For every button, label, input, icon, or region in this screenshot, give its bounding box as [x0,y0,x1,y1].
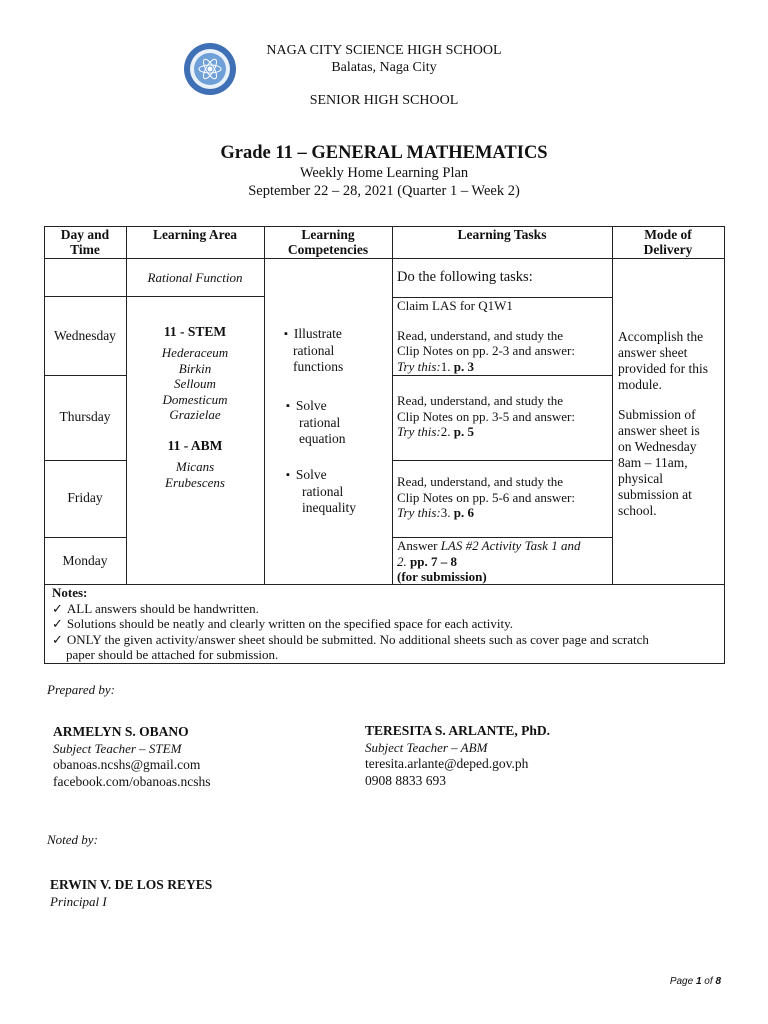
mode-line: Submission of [618,407,696,422]
preparer-email: obanoas.ncshs@gmail.com [53,757,201,772]
table-border [44,537,126,538]
preparer-name: TERESITA S. ARLANTE, PhD. [365,723,551,738]
mode-line: provided for this [618,361,708,376]
learning-plan-table [44,226,725,664]
tasks-intro: Do the following tasks: [397,269,533,285]
table-border [612,226,613,584]
task-page: p. 5 [453,424,474,439]
header-label: Delivery [643,242,693,257]
competency-line: rational [299,415,341,430]
note-item: ✓ ALL answers should be handwritten. [52,601,720,617]
header-label: Competencies [287,242,369,257]
header-day-time [44,227,126,257]
task-line [397,538,609,554]
task-page: pp. 7 – 8 [406,553,457,569]
header-competencies [264,227,392,257]
task-line: Claim LAS for Q1W1 [397,298,513,313]
principal-name: ERWIN V. DE LOS REYES [50,877,213,892]
table-border [724,226,725,664]
mode-line: module. [618,377,662,392]
task-page: p. 6 [453,505,474,520]
preparer-facebook: facebook.com/obanoas.ncshs [53,773,211,789]
task-line: Read, understand, and study the [397,474,564,489]
competency-line: ▪ Solve [286,467,391,484]
day-friday: Friday [67,490,103,505]
page-subtitle: Weekly Home Learning Plan [299,165,469,181]
section-group: Selloum [174,376,216,391]
notes-section [52,585,720,663]
preparer-abm [365,723,550,789]
mode-line: answer sheet [618,345,688,360]
section-group: Grazielae [169,407,221,422]
header-label: Mode of [644,227,692,242]
task-try: Try this: [397,505,441,520]
table-border [44,226,45,664]
section-group: Erubescens [165,474,225,490]
competency-line: ▪ Illustrate [284,326,389,343]
table-border [44,258,725,259]
preparer-role: Subject Teacher – STEM [53,740,182,756]
section-group: Micans [175,459,215,474]
header-learning-area: Learning Area [152,227,238,242]
day-wednesday: Wednesday [54,328,116,343]
school-division: SENIOR HIGH SCHOOL [309,93,459,108]
preparer-role: Subject Teacher – ABM [365,739,488,755]
mode-line: on Wednesday [618,439,697,454]
mode-line: school. [618,503,657,518]
task-try: Try this: [397,424,441,439]
task-line [397,505,609,521]
section-abm [126,438,264,490]
header-mode-of-delivery [612,227,724,257]
date-range: September 22 – 28, 2021 (Quarter 1 – Week 2) [248,183,520,199]
table-border [392,460,612,461]
competency-item [286,467,391,516]
table-border [44,663,725,664]
section-group: Hederaceum [161,345,229,360]
mode-line: answer sheet is [618,423,700,438]
page-prefix: Page [669,976,696,987]
task-thursday [397,393,609,440]
header-label: Time [70,242,100,257]
task-number: 3. [440,505,454,520]
task-line [397,554,609,570]
table-border [44,375,126,376]
task-submit-note: (for submission) [397,569,487,584]
task-line: Clip Notes on pp. 3-5 and answer: [397,408,576,424]
noted-by-label: Noted by: [47,832,98,847]
notes-label: Notes: [52,585,88,600]
competency-item [284,326,389,375]
page-current: 1 [695,976,702,987]
school-address: Balatas, Naga City [331,60,437,75]
task-number: 2. [440,424,454,439]
section-name: 11 - ABM [167,438,223,453]
school-name: NAGA CITY SCIENCE HIGH SCHOOL [266,43,502,58]
mode-line: physical [618,471,663,486]
preparer-email: teresita.arlante@deped.gov.ph [365,756,529,771]
task-wednesday [397,298,609,374]
task-friday [397,474,609,521]
competency-item [286,398,391,447]
task-page: p. 3 [453,358,474,374]
mode-line: Accomplish the [618,329,704,344]
learning-area-topic: Rational Function [147,270,243,285]
task-try: Try this: [397,358,441,374]
table-border [264,226,265,584]
prepared-by-label: Prepared by: [47,682,115,697]
competency-line: inequality [302,500,356,515]
header-learning-tasks: Learning Tasks [457,227,547,242]
page-number [670,976,721,987]
header-label: Learning [301,227,355,242]
task-text: Answer [397,538,441,553]
competency-line: functions [293,359,344,374]
page-title: Grade 11 – GENERAL MATHEMATICS [220,143,548,163]
principal-block [50,877,212,910]
task-line: Read, understand, and study the [397,393,564,408]
mode-line: 8am – 11am, [618,455,688,470]
task-line: Read, understand, and study the [397,327,564,343]
table-border [44,460,126,461]
section-group: Domesticum [162,391,228,407]
task-activity: LAS #2 Activity Task 1 and [440,538,581,553]
table-border [392,375,612,376]
task-line [397,424,609,440]
day-thursday: Thursday [59,409,111,424]
note-item: ✓ ONLY the given activity/answer sheet should be submitted. No additional sheets such as cover page and scratch [52,632,720,648]
task-monday [397,538,609,585]
section-stem [126,324,264,423]
task-activity: 2. [397,553,407,569]
note-item: ✓ Solutions should be neatly and clearly written on the specified space for each activity. [52,616,720,632]
section-name: 11 - STEM [163,324,227,339]
task-number: 1. [440,358,454,374]
preparer-stem [53,724,210,790]
competency-line: rational [302,484,344,499]
mode-line: submission at [618,487,692,502]
preparer-name: ARMELYN S. OBANO [53,724,189,739]
mode-of-delivery [618,329,722,519]
competency-line: rational [293,343,335,358]
competency-line: ▪ Solve [286,398,391,415]
task-line: Clip Notes on pp. 2-3 and answer: [397,343,576,358]
note-item-continued: paper should be attached for submission. [66,647,279,662]
competency-line: equation [299,431,346,446]
header-label: Day and [60,227,110,242]
task-line: Clip Notes on pp. 5-6 and answer: [397,489,576,505]
task-line [397,359,609,375]
table-border [126,296,264,297]
table-border [392,226,393,584]
principal-role: Principal I [50,893,107,909]
page-total: 8 [715,976,721,987]
table-border [44,296,126,297]
day-monday: Monday [62,553,108,568]
section-group: Birkin [178,360,212,376]
page-of: of [701,976,716,987]
preparer-phone: 0908 8833 693 [365,772,446,788]
